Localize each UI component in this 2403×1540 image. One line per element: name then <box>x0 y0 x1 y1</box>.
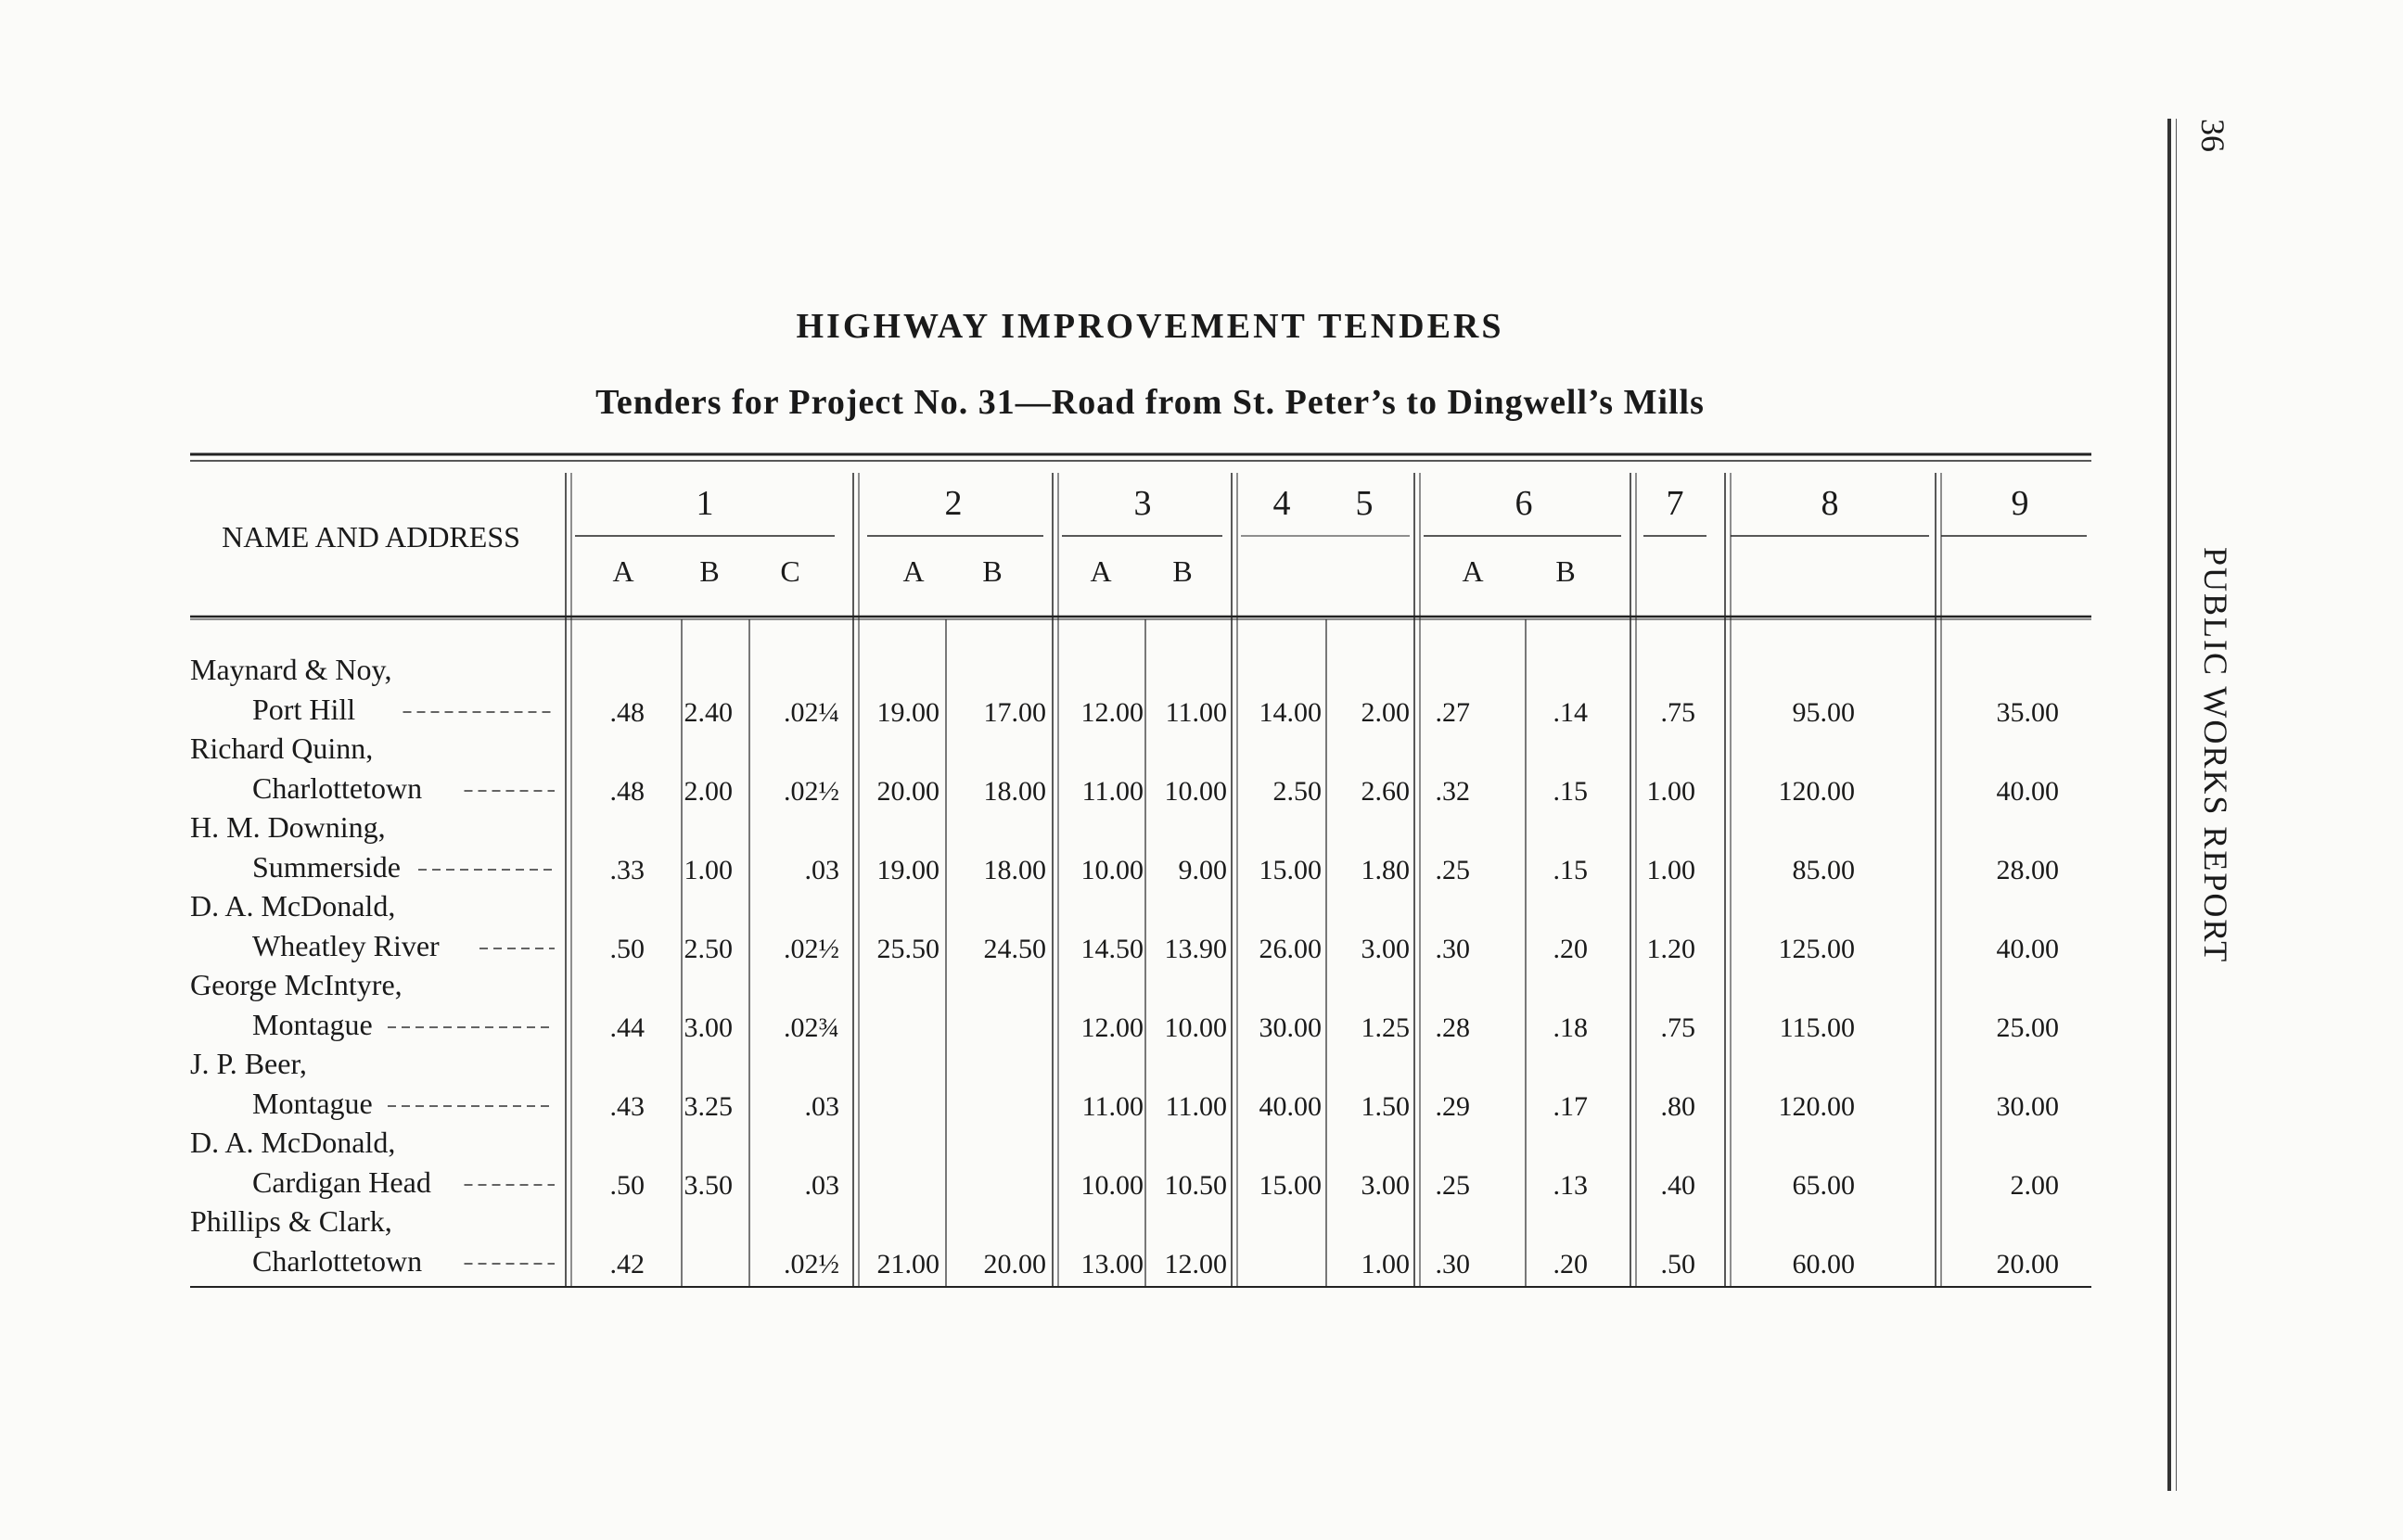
group-header-7: 7 <box>1666 484 1684 523</box>
table-cell: 14.50 <box>1080 934 1144 964</box>
table-cell: 19.00 <box>876 855 939 885</box>
table-cell: 120.00 <box>1778 1091 1855 1122</box>
tenderer-address: Charlottetown <box>252 771 423 805</box>
subcolumn-header: B <box>982 554 1003 588</box>
table-cell: .30 <box>1435 1249 1470 1279</box>
table-cell: .15 <box>1553 776 1588 807</box>
group-header-3: 3 <box>1133 484 1152 523</box>
group-header-2: 2 <box>944 484 963 523</box>
table-cell: 10.50 <box>1164 1170 1227 1201</box>
table-cell: 21.00 <box>876 1249 939 1279</box>
table-cell: 2.00 <box>1361 697 1410 728</box>
table-cell: 2.00 <box>2010 1170 2059 1201</box>
table-cell: .30 <box>1435 934 1470 964</box>
table-cell: .28 <box>1435 1012 1470 1043</box>
table-cell: 30.00 <box>1259 1012 1322 1043</box>
table-cell: 13.90 <box>1164 934 1227 964</box>
table-cell: 9.00 <box>1178 855 1227 885</box>
tenderer-address: Cardigan Head <box>252 1165 431 1199</box>
table-cell: .40 <box>1660 1170 1695 1201</box>
tenderer-address: Port Hill <box>252 693 356 726</box>
table-cell: 17.00 <box>983 697 1046 728</box>
table-cell: .50 <box>609 934 645 964</box>
table-cell: 11.00 <box>1081 1091 1144 1122</box>
tenderer-name: J. P. Beer, <box>190 1047 307 1080</box>
page-title: HIGHWAY IMPROVEMENT TENDERS <box>796 307 1504 346</box>
tenderer-name: Richard Quinn, <box>190 732 374 765</box>
group-header-8: 8 <box>1821 484 1839 523</box>
table-cell: .50 <box>1660 1249 1695 1279</box>
table-cell: .17 <box>1553 1091 1588 1122</box>
subcolumn-header: A <box>1462 554 1484 588</box>
table-cell: 25.00 <box>1996 1012 2059 1043</box>
subcolumn-header: B <box>1172 554 1193 588</box>
page-subtitle: Tenders for Project No. 31—Road from St. Peter’s to Dingwell’s Mills <box>595 383 1705 422</box>
table-cell: .29 <box>1435 1091 1470 1122</box>
table-cell: 12.00 <box>1080 1012 1144 1043</box>
table-cell: .02¾ <box>784 1012 839 1043</box>
tenderer-name: Maynard & Noy, <box>190 653 392 686</box>
table-cell: 95.00 <box>1792 697 1855 728</box>
table-cell: 1.00 <box>1361 1249 1410 1279</box>
table-cell: 2.00 <box>684 776 733 807</box>
subcolumn-header: A <box>612 554 634 588</box>
table-cell: 1.00 <box>684 855 733 885</box>
table-cell: 1.80 <box>1361 855 1410 885</box>
table-cell: 10.00 <box>1080 1170 1144 1201</box>
table-cell: 1.00 <box>1646 855 1695 885</box>
table-cell: 11.00 <box>1081 776 1144 807</box>
table-cell: 20.00 <box>876 776 939 807</box>
table-cell: .25 <box>1435 1170 1470 1201</box>
table-cell: 40.00 <box>1996 776 2059 807</box>
table-cell: .75 <box>1660 1012 1695 1043</box>
table-cell: 1.25 <box>1361 1012 1410 1043</box>
table-cell: 125.00 <box>1778 934 1855 964</box>
table-cell: 28.00 <box>1996 855 2059 885</box>
table-cell: 26.00 <box>1259 934 1322 964</box>
table-cell: 10.00 <box>1164 776 1227 807</box>
table-cell: 120.00 <box>1778 776 1855 807</box>
table-cell: .02½ <box>784 934 839 964</box>
table-cell: 3.50 <box>684 1170 733 1201</box>
tenderer-name: D. A. McDonald, <box>190 889 396 923</box>
table-cell: .33 <box>609 855 645 885</box>
tenderer-name: H. M. Downing, <box>190 810 386 844</box>
table-cell: .14 <box>1553 697 1588 728</box>
tenderer-address: Montague <box>252 1008 373 1041</box>
table-cell: .44 <box>609 1012 645 1043</box>
table-cell: 60.00 <box>1792 1249 1855 1279</box>
subcolumn-header: A <box>902 554 925 588</box>
table-cell: .03 <box>804 1091 839 1122</box>
table-cell: 115.00 <box>1779 1012 1855 1043</box>
name-address-header: NAME AND ADDRESS <box>222 520 520 554</box>
table-cell: 1.00 <box>1646 776 1695 807</box>
table-cell: 19.00 <box>876 697 939 728</box>
table-cell: 18.00 <box>983 855 1046 885</box>
table-cell: 20.00 <box>983 1249 1046 1279</box>
table-cell: 15.00 <box>1259 855 1322 885</box>
table-cell: 1.20 <box>1646 934 1695 964</box>
table-cell: .25 <box>1435 855 1470 885</box>
table-cell: 11.00 <box>1165 697 1227 728</box>
table-cell: .02½ <box>784 776 839 807</box>
group-header-9: 9 <box>2011 484 2029 523</box>
table-cell: 2.50 <box>1272 776 1322 807</box>
table-cell: .48 <box>609 776 645 807</box>
tenderer-address: Summerside <box>252 850 401 884</box>
table-cell: 85.00 <box>1792 855 1855 885</box>
table-cell: .02½ <box>784 1249 839 1279</box>
table-cell: 12.00 <box>1164 1249 1227 1279</box>
subcolumn-header: B <box>699 554 720 588</box>
table-cell: .20 <box>1553 934 1588 964</box>
page-number: 36 <box>2194 119 2231 152</box>
table-cell: 1.50 <box>1361 1091 1410 1122</box>
tenderer-address: Montague <box>252 1087 373 1120</box>
tenderer-name: D. A. McDonald, <box>190 1126 396 1159</box>
table-cell: 3.00 <box>684 1012 733 1043</box>
table-cell: 18.00 <box>983 776 1046 807</box>
table-cell: 3.00 <box>1361 1170 1410 1201</box>
table-cell: .03 <box>804 855 839 885</box>
table-cell: 14.00 <box>1259 697 1322 728</box>
table-cell: 25.50 <box>876 934 939 964</box>
table-cell: .80 <box>1660 1091 1695 1122</box>
table-cell: 20.00 <box>1996 1249 2059 1279</box>
group-header-4: 4 <box>1272 484 1291 523</box>
subcolumn-header: A <box>1090 554 1112 588</box>
table-cell: 3.00 <box>1361 934 1410 964</box>
table-cell: .02¼ <box>784 697 839 728</box>
table-cell: .42 <box>609 1249 645 1279</box>
table-cell: 2.50 <box>684 934 733 964</box>
table-cell: 3.25 <box>684 1091 733 1122</box>
table-cell: 40.00 <box>1259 1091 1322 1122</box>
table-cell: 12.00 <box>1080 697 1144 728</box>
table-cell: .13 <box>1553 1170 1588 1201</box>
table-cell: 13.00 <box>1080 1249 1144 1279</box>
table-cell: 2.60 <box>1361 776 1410 807</box>
table-cell: .03 <box>804 1170 839 1201</box>
table-cell: 10.00 <box>1080 855 1144 885</box>
tenderer-address: Charlottetown <box>252 1244 423 1278</box>
table-cell: 15.00 <box>1259 1170 1322 1201</box>
table-cell: .50 <box>609 1170 645 1201</box>
table-cell: 30.00 <box>1996 1091 2059 1122</box>
table-cell: .27 <box>1435 697 1470 728</box>
table-cell: .32 <box>1435 776 1470 807</box>
table-cell: 65.00 <box>1792 1170 1855 1201</box>
subcolumn-header: C <box>780 554 800 588</box>
tenderer-address: Wheatley River <box>252 929 440 962</box>
table-cell: .75 <box>1660 697 1695 728</box>
table-cell: .48 <box>609 697 645 728</box>
table-cell: .20 <box>1553 1249 1588 1279</box>
group-header-6: 6 <box>1515 484 1533 523</box>
table-cell: 10.00 <box>1164 1012 1227 1043</box>
table-cell: .43 <box>609 1091 645 1122</box>
table-cell: 40.00 <box>1996 934 2059 964</box>
table-cell: .15 <box>1553 855 1588 885</box>
table-cell: 11.00 <box>1165 1091 1227 1122</box>
running-head: PUBLIC WORKS REPORT <box>2197 547 2234 964</box>
table-cell: 2.40 <box>684 697 733 728</box>
tenderer-name: Phillips & Clark, <box>190 1204 392 1238</box>
group-header-5: 5 <box>1355 484 1374 523</box>
table-cell: 24.50 <box>983 934 1046 964</box>
table-cell: 35.00 <box>1996 697 2059 728</box>
tenderer-name: George McIntyre, <box>190 968 403 1001</box>
group-header-1: 1 <box>696 484 714 523</box>
table-cell: .18 <box>1553 1012 1588 1043</box>
subcolumn-header: B <box>1555 554 1576 588</box>
